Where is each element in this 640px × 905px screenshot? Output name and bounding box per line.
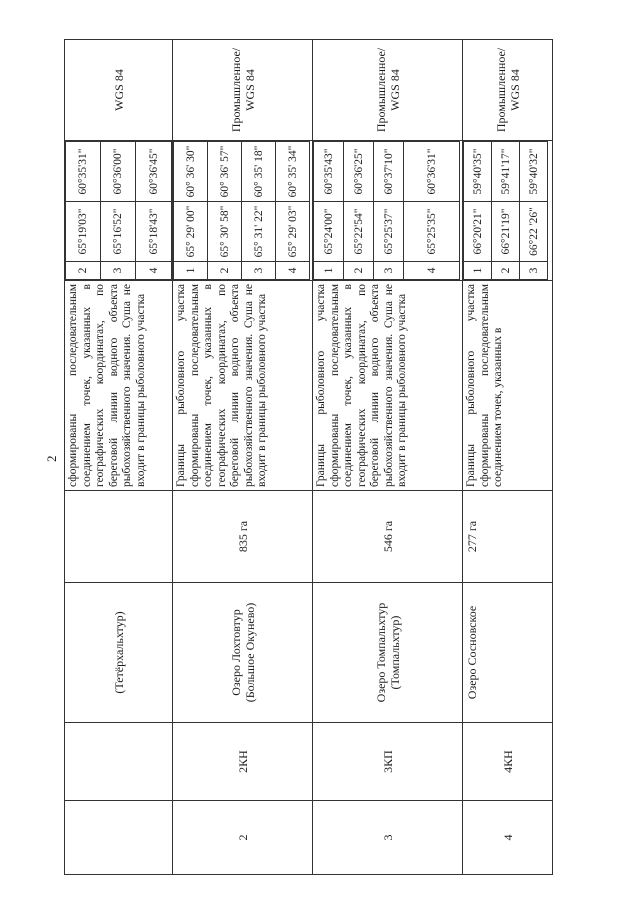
latitude: 65° 31' 22" (242, 202, 276, 262)
point-number: 4 (136, 262, 172, 280)
coordinate-system: Промышленное/ WGS 84 (463, 40, 553, 141)
point-number: 3 (101, 262, 136, 280)
coordinate-row (344, 142, 374, 280)
coordinates-table (313, 141, 460, 280)
area-size (65, 491, 173, 583)
point-number: 2 (66, 262, 101, 280)
coordinate-system: WGS 84 (65, 40, 173, 141)
latitude: 65°24'00" (314, 202, 344, 262)
longitude: 60°35'31" (66, 142, 101, 202)
coordinate-row (520, 142, 548, 280)
longitude: 60° 35' 34" (276, 142, 310, 202)
area-size: 546 га (313, 491, 463, 583)
table-row (313, 40, 463, 875)
area-size: 835 га (173, 491, 313, 583)
longitude: 60°37'10" (374, 142, 404, 202)
area-code (65, 723, 173, 801)
coordinate-row (66, 142, 101, 280)
longitude: 60°36'00" (101, 142, 136, 202)
coordinate-row (404, 142, 460, 280)
row-number: 3 (313, 801, 463, 875)
point-number: 4 (276, 262, 310, 280)
coordinate-row (464, 142, 492, 280)
point-number: 2 (492, 262, 520, 280)
page-number: 2 (44, 455, 59, 462)
waterbody-name: Озеро Лохтовтур (Большое Окунево) (173, 583, 313, 723)
coordinate-system: Промышленное/ WGS 84 (313, 40, 463, 141)
latitude: 65° 29' 00" (174, 202, 208, 262)
boundary-description: Границы рыболовного участка сформированы последовательным соединением точек, указанных в географических координатах, по береговой линии водного объекта рыбохозяйственного значения. Суша не входит в границы рыболовного участка (313, 281, 463, 491)
table-row (65, 40, 173, 875)
fishing-areas-table (64, 39, 553, 875)
coordinate-row (276, 142, 310, 280)
coordinates-cell (173, 141, 313, 281)
longitude: 60°36'25" (344, 142, 374, 202)
coordinates-cell (65, 141, 173, 281)
latitude: 65°25'35" (404, 202, 460, 262)
longitude: 59°40'35" (464, 142, 492, 202)
longitude: 60° 36' 57" (208, 142, 242, 202)
row-number: 2 (173, 801, 313, 875)
latitude: 65°19'03" (66, 202, 101, 262)
point-number: 4 (404, 262, 460, 280)
coordinate-row (174, 142, 208, 280)
coordinates-table (173, 141, 310, 280)
point-number: 1 (314, 262, 344, 280)
latitude: 65°16'52" (101, 202, 136, 262)
point-number: 2 (344, 262, 374, 280)
latitude: 65° 29' 03" (276, 202, 310, 262)
latitude: 66°22 '26" (520, 202, 548, 262)
table-row (173, 40, 313, 875)
row-number (65, 801, 173, 875)
point-number: 1 (174, 262, 208, 280)
table-row (463, 40, 553, 875)
coordinate-row (101, 142, 136, 280)
rotated-table-container (64, 40, 576, 875)
boundary-description: Границы рыболовного участка сформированы последовательным соединением точек, указанных в (463, 281, 553, 491)
point-number: 1 (464, 262, 492, 280)
latitude: 66°21'19" (492, 202, 520, 262)
point-number: 3 (242, 262, 276, 280)
coordinate-row (136, 142, 172, 280)
longitude: 60° 35' 18" (242, 142, 276, 202)
point-number: 2 (208, 262, 242, 280)
longitude: 59°41'17" (492, 142, 520, 202)
latitude: 65°22'54" (344, 202, 374, 262)
longitude: 60° 36' 30" (174, 142, 208, 202)
coordinate-row (208, 142, 242, 280)
point-number: 3 (374, 262, 404, 280)
latitude: 65°18'43" (136, 202, 172, 262)
area-size: 277 га (463, 491, 553, 583)
area-code: 3КП (313, 723, 463, 801)
latitude: 65° 30' 58" (208, 202, 242, 262)
coordinate-row (492, 142, 520, 280)
coordinates-cell (313, 141, 463, 281)
boundary-description: Границы рыболовного участка сформированы последовательным соединением точек, указанных в географических координатах, по береговой линии водного объекта рыбохозяйственного значения. Суша не входит в границы рыболовного участка (173, 281, 313, 491)
coordinate-row (314, 142, 344, 280)
longitude: 60°36'31" (404, 142, 460, 202)
longitude: 59°40'32" (520, 142, 548, 202)
longitude: 60°35'43" (314, 142, 344, 202)
latitude: 65°25'37" (374, 202, 404, 262)
coordinates-cell (463, 141, 553, 281)
point-number: 3 (520, 262, 548, 280)
coordinate-row (374, 142, 404, 280)
waterbody-name: Озеро Томпальхтур (Томпальхтур) (313, 583, 463, 723)
coordinate-row (242, 142, 276, 280)
area-code: 4КН (463, 723, 553, 801)
longitude: 60°36'45" (136, 142, 172, 202)
waterbody-name: (Тетёрхальхтур) (65, 583, 173, 723)
area-code: 2КН (173, 723, 313, 801)
latitude: 66°20'21" (464, 202, 492, 262)
coordinates-table (65, 141, 172, 280)
coordinates-table (463, 141, 548, 280)
waterbody-name: Озеро Сосновское (463, 583, 553, 723)
boundary-description: сформированы последовательным соединением точек, указанных в географических координатах, по береговой линии водного объекта рыбохозяйственного значения. Суша не входит в границы рыболовного участка (65, 281, 173, 491)
row-number: 4 (463, 801, 553, 875)
coordinate-system: Промышленное/ WGS 84 (173, 40, 313, 141)
